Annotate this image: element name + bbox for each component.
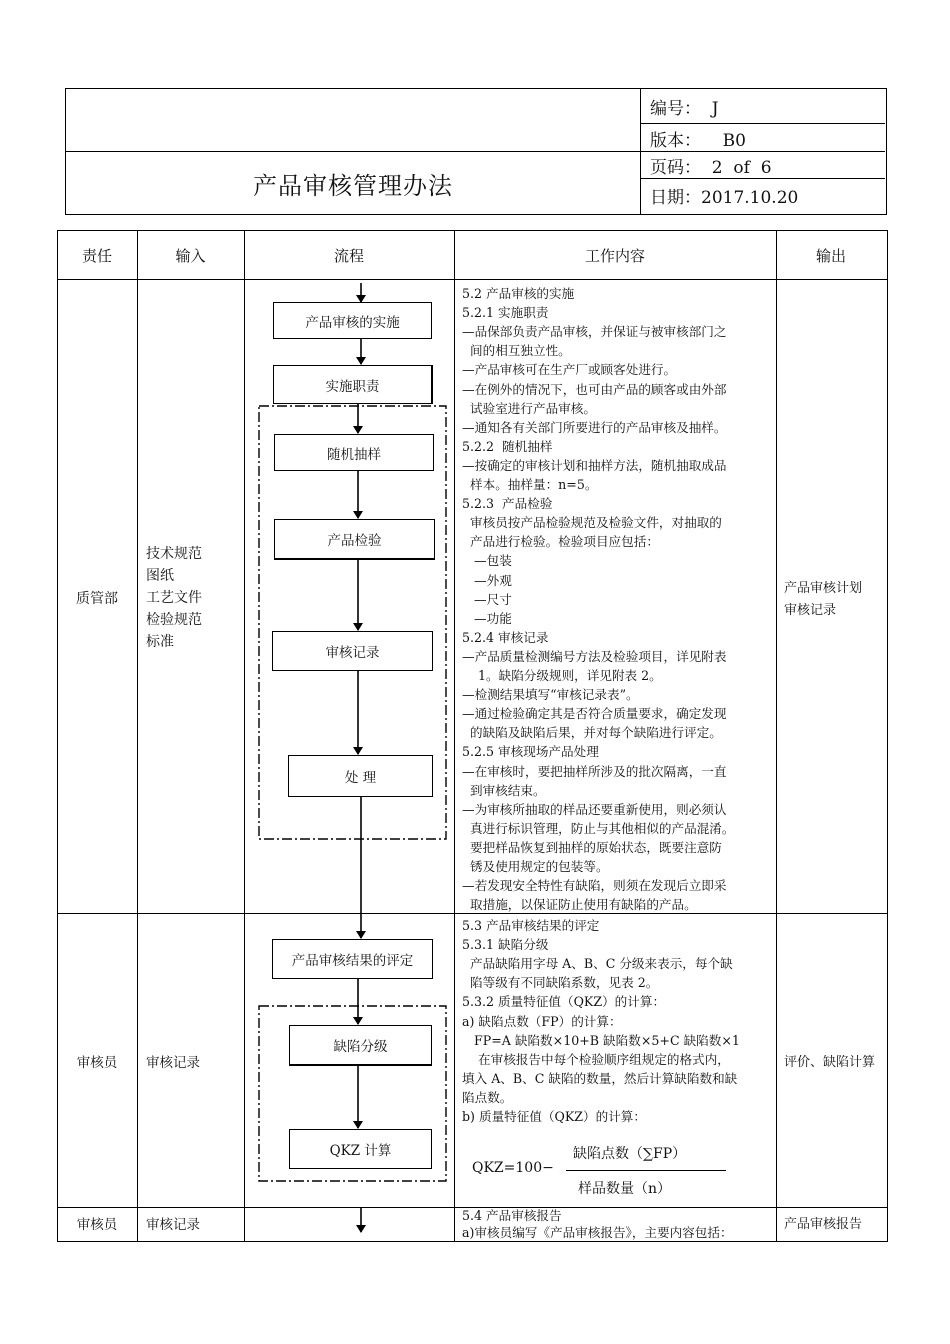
flow-box-random-sampling: 随机抽样 [274,434,434,471]
flow-box-audit-record: 审核记录 [272,631,433,671]
column-header-flow: 流程 [333,246,364,265]
work-line: 到审核结束。 [462,782,546,798]
flow-box-qkz-calculation: QKZ 计算 [289,1129,432,1169]
column-header-input: 输入 [175,246,206,265]
flow-box-handling: 处 理 [288,755,433,797]
formula-left: QKZ=100− [472,1160,554,1176]
work-line: 陷点数。 [462,1089,513,1105]
work-line: 5.2.4 审核记录 [462,629,549,645]
flow-box-result-evaluation: 产品审核结果的评定 [272,939,433,979]
work-line: 5.3 产品审核结果的评定 [462,918,600,933]
work-line: 5.4 产品审核报告 [462,1208,562,1223]
work-line: 5.3.1 缺陷分级 [462,937,549,953]
row1-output-1: 产品审核计划 [784,581,863,596]
row3-responsibility: 审核员 [76,1217,118,1233]
work-line: FP=A 缺陷数×10+B 缺陷数×5+C 缺陷数×1 [462,1032,740,1048]
work-line: a)审核员编写《产品审核报告》，主要内容包括： [462,1225,733,1240]
work-line: 在审核报告中每个检验顺序组规定的格式内， [462,1051,730,1067]
work-line: 5.2.2 随机抽样 [462,438,553,454]
formula-denominator: 样品数量（n） [578,1181,672,1197]
document-version: 版本： B0 [650,131,746,151]
work-line: 5.2.1 实施职责 [462,305,549,321]
work-line: 取措施，以保证防止使用有缺陷的产品。 [462,897,697,913]
row1-input-1: 技术规范 [146,546,202,562]
row2-responsibility: 审核员 [76,1055,118,1071]
work-line: —功能 [462,610,512,626]
column-header-work: 工作内容 [584,246,645,265]
work-line: —通知各有关部门所要进行的产品审核及抽样。 [462,419,727,435]
work-line: —若发现安全特性有缺陷，则须在发现后立即采 [462,878,727,894]
work-line: b) 质量特征值（QKZ）的计算： [462,1109,646,1124]
work-line: 锈及使用规定的包装等。 [462,859,609,874]
work-line: 5.3.2 质量特征值（QKZ）的计算： [462,994,666,1010]
work-line: —尺寸 [462,591,512,607]
work-line: 试验室进行产品审核。 [462,400,596,416]
row1-input-5: 标准 [146,634,174,650]
work-line: —检测结果填写“审核记录表”。 [462,687,639,703]
row1-input-3: 工艺文件 [146,590,202,606]
document-date: 日期：2017.10.20 [650,188,799,208]
work-line: —在审核时，要把抽样所涉及的批次隔离，一直 [462,763,727,779]
row1-input-2: 图纸 [146,568,174,584]
flow-box-product-inspection: 产品检验 [274,519,435,560]
row2-output: 评价、缺陷计算 [784,1055,876,1070]
flow-box-audit-implementation: 产品审核的实施 [273,302,432,339]
column-header-output: 输出 [815,246,846,265]
work-line: 产品进行检验。检验项目应包括： [462,534,659,550]
column-header-responsibility: 责任 [81,246,112,265]
row2-input: 审核记录 [146,1055,200,1071]
work-line: —包装 [462,553,512,569]
work-line: 5.2.3 产品检验 [462,496,553,512]
work-line: —在例外的情况下，也可由产品的顾客或由外部 [462,381,727,397]
work-line: —通过检验确定其是否符合质量要求，确定发现 [462,706,727,722]
work-line: 5.2.5 审核现场产品处理 [462,744,599,760]
row1-responsibility: 质管部 [76,591,118,607]
work-line: —按确定的审核计划和抽样方法，随机抽取成品 [462,457,727,473]
work-line: 样本。抽样量：n=5。 [462,477,598,492]
work-line: 1。缺陷分级规则，详见附表 2。 [462,668,662,683]
work-line: —产品审核可在生产厂或顾客处进行。 [462,362,677,378]
work-line: 要把样品恢复到抽样的原始状态，既要注意防 [462,839,722,855]
flow-box-implementation-duties: 实施职责 [273,365,433,404]
document-page: 页码： 2 of 6 [650,158,772,178]
work-line: a) 缺陷点数（FP）的计算： [462,1013,622,1029]
row1-output-2: 审核记录 [784,603,837,618]
document-code: 编号： J [650,99,719,119]
row3-output: 产品审核报告 [784,1217,863,1232]
work-line: 审核员按产品检验规范及检验文件，对抽取的 [462,515,722,531]
work-line: 陷等级有不同缺陷系数，见表 2。 [462,975,659,991]
work-line: 5.2 产品审核的实施 [462,286,575,301]
work-line: 填入 A、B、C 缺陷的数量，然后计算缺陷数和缺 [462,1070,738,1086]
work-line: —品保部负责产品审核，并保证与被审核部门之 [462,324,727,340]
work-line: —产品质量检测编号方法及检验项目，详见附表 [462,648,727,664]
work-line: 真进行标识管理，防止与其他相似的产品混淆。 [462,820,735,836]
work-line: 的缺陷及缺陷后果，并对每个缺陷进行评定。 [462,725,722,741]
work-line: —为审核所抽取的样品还要重新使用，则必须认 [462,801,727,817]
formula-numerator: 缺陷点数（∑FP） [573,1146,687,1162]
row3-input: 审核记录 [146,1217,200,1233]
work-line: —外观 [462,572,512,588]
document-title: 产品审核管理办法 [253,171,453,200]
row1-input-4: 检验规范 [146,612,202,628]
work-line: 产品缺陷用字母 A、B、C 分级来表示，每个缺 [462,956,733,972]
flow-box-defect-grading: 缺陷分级 [289,1025,432,1066]
work-line: 间的相互独立性。 [462,343,571,359]
